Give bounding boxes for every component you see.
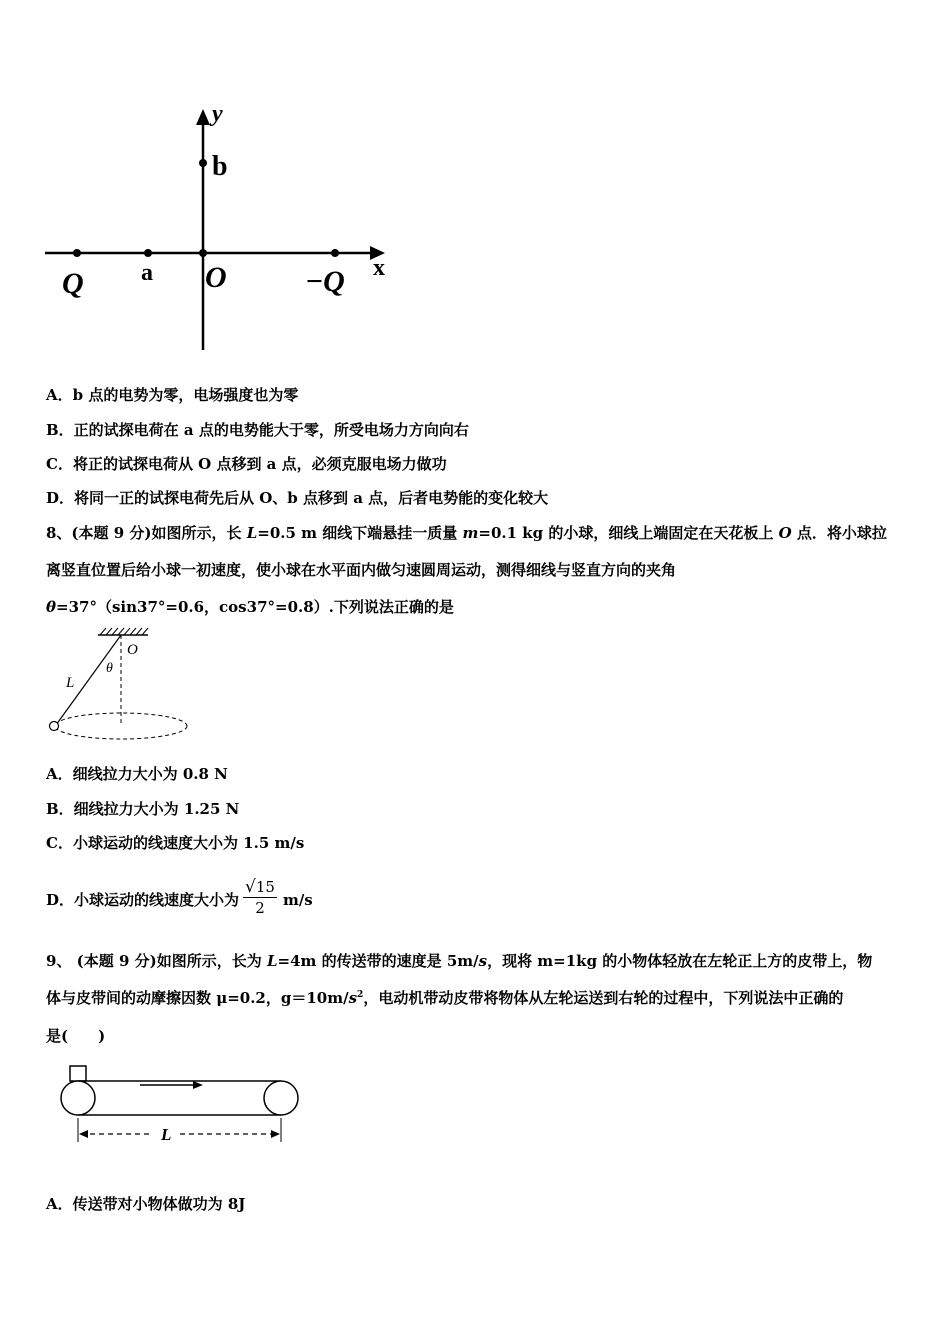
fig9-label-L: L — [161, 1125, 172, 1144]
q7-option-b: B．正的试探电荷在 a 点的电势能大于零，所受电场力方向向右 — [46, 421, 469, 439]
q9-option-a: A．传送带对小物体做功为 8J — [46, 1195, 246, 1213]
small-block — [70, 1066, 86, 1081]
label-O: O — [205, 261, 227, 294]
q7-option-d: D．将同一正的试探电荷先后从 O、b 点移到 a 点，后者电势能的变化较大 — [46, 489, 549, 507]
point-a — [144, 249, 152, 257]
q9-stem-line1: 9、 (本题 9 分)如图所示，长为 L=4m 的传送带的速度是 5m/s，现将 m=1kg 的小物体轻放在左轮正上方的皮带上，物 — [46, 952, 873, 970]
ball — [50, 722, 59, 731]
q8-option-c: C．小球运动的线速度大小为 1.5 m/s — [46, 834, 305, 852]
label-x: x — [373, 255, 385, 281]
label-Q: Q — [62, 267, 84, 300]
label-a: a — [141, 260, 153, 286]
q7-option-c: C．将正的试探电荷从 O 点移到 a 点，必须克服电场力做功 — [46, 455, 447, 473]
q8-stem-line2: 离竖直位置后给小球一初速度，使小球在水平面内做匀速圆周运动，测得细线与竖直方向的夹角 — [46, 561, 677, 579]
q8-option-d: D．小球运动的线速度大小为 $\frac{√15}{2}$ m/s — [46, 876, 313, 917]
q7-option-a: A．b 点的电势为零，电场强度也为零 — [46, 386, 299, 404]
fig7-axes-diagram — [40, 95, 400, 355]
fraction-sqrt15-over-2: $\frac{√15}{2}$ — [245, 876, 275, 917]
point-b — [199, 159, 207, 167]
point-negQ — [331, 249, 339, 257]
label-negQ: −Q — [305, 265, 345, 298]
q8-option-b: B．细线拉力大小为 1.25 N — [46, 800, 240, 818]
fig8-label-theta: θ — [106, 661, 113, 676]
q8-stem-line1: 8、(本题 9 分)如图所示，长 L=0.5 m 细线下端悬挂一质量 m=0.1 kg 的小球，细线上端固定在天花板上 O 点．将小球拉 — [46, 524, 887, 542]
fig9-conveyor-diagram — [55, 1062, 305, 1152]
fig8-label-L: L — [66, 675, 75, 691]
q9-stem-line3: 是( ) — [46, 1027, 106, 1045]
fig8-pendulum-diagram — [40, 625, 200, 745]
label-b: b — [212, 151, 228, 182]
q9-stem-line2: 体与皮带间的动摩擦因数 μ=0.2，$g=10m/s^2$，电动机带动皮带将物体从左轮运送到右轮的过程中，下列说法中正确的 — [46, 989, 844, 1007]
q8-option-a: A．细线拉力大小为 0.8 N — [46, 765, 228, 783]
q8-stem-line3: θ=37°（sin37°=0.6，cos37°=0.8）.下列说法正确的是 — [46, 598, 454, 616]
right-wheel — [264, 1081, 298, 1115]
label-y: y — [212, 101, 223, 127]
left-wheel — [61, 1081, 95, 1115]
fig8-label-O: O — [127, 642, 138, 658]
point-Q — [73, 249, 81, 257]
point-O — [199, 249, 207, 257]
